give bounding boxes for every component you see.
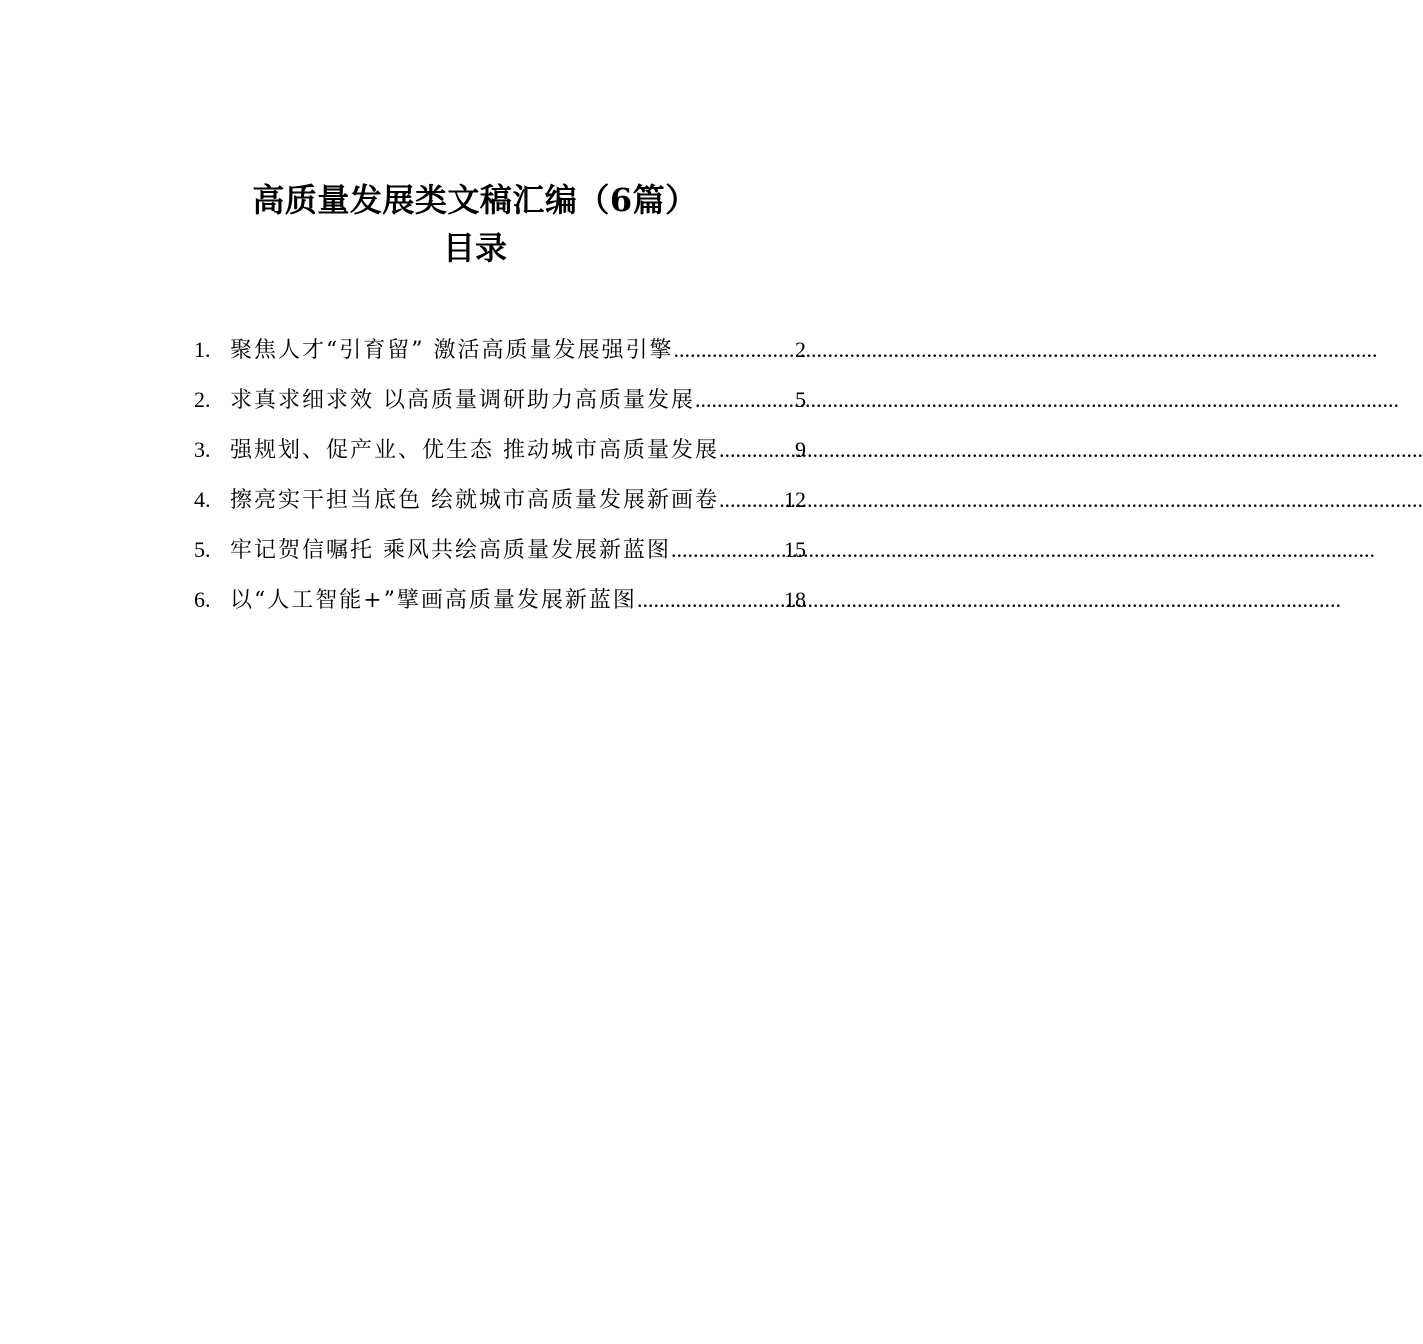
toc-entry[interactable]: [194, 480, 806, 530]
document-title: 高质量发展类文稿汇编（6篇）: [252, 181, 698, 219]
toc-entry-page: 2: [795, 337, 806, 362]
toc-entry-title: 聚焦人才“引育留” 激活高质量发展强引擎: [230, 338, 674, 363]
toc-entry-page: 18: [784, 587, 806, 612]
toc-dot-leader: [671, 530, 784, 570]
toc-dot-leader: [637, 580, 784, 620]
toc-dot-leader: [695, 380, 795, 420]
toc-entry[interactable]: [194, 430, 806, 480]
toc-entry-title: 牢记贺信嘱托 乘风共绘高质量发展新蓝图: [230, 538, 671, 563]
toc-entry[interactable]: [194, 580, 806, 630]
toc-entry-title: 强规划、促产业、优生态 推动城市高质量发展: [230, 438, 719, 463]
toc-entry-number: 1.: [194, 337, 211, 362]
toc-entry-number: 6.: [194, 587, 211, 612]
toc-entry[interactable]: [194, 530, 806, 580]
toc-entry-number: 5.: [194, 537, 211, 562]
toc-dot-leader: [719, 480, 784, 520]
toc-dot-leader: [674, 330, 796, 370]
toc-entry[interactable]: [194, 330, 806, 380]
toc-entry-title: 求真求细求效 以高质量调研助力高质量发展: [230, 388, 695, 413]
toc-entry-number: 4.: [194, 487, 211, 512]
toc-entry[interactable]: [194, 380, 806, 430]
toc-entry-page: 15: [784, 537, 806, 562]
toc-heading: 目录: [442, 229, 507, 267]
toc-dot-leader: [719, 430, 795, 470]
table-of-contents: [194, 330, 806, 630]
toc-entry-title: 擦亮实干担当底色 绘就城市高质量发展新画卷: [230, 488, 719, 513]
toc-entry-number: 3.: [194, 437, 211, 462]
toc-entry-page: 12: [784, 487, 806, 512]
toc-entry-number: 2.: [194, 387, 211, 412]
toc-entry-page: 9: [795, 437, 806, 462]
toc-entry-page: 5: [795, 387, 806, 412]
toc-entry-title: 以“人工智能+”擘画高质量发展新蓝图: [230, 588, 637, 613]
